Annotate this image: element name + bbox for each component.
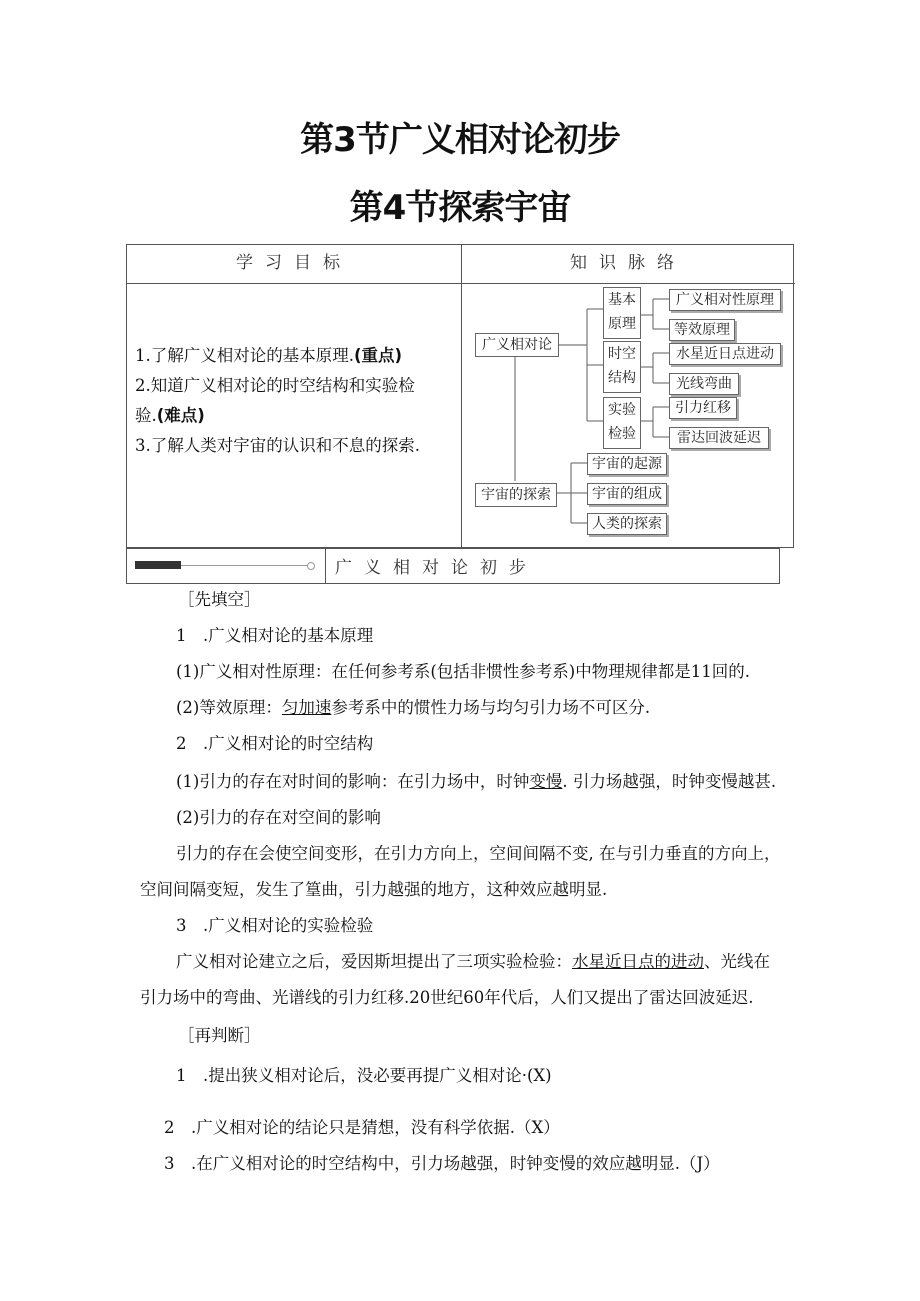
goal-item: 2.知道广义相对论的时空结构和实验检	[135, 376, 415, 395]
learning-goals-header: 学习目标	[236, 253, 352, 273]
fill-blank-label: ［先填空］	[178, 590, 261, 609]
knowledge-map-header: 知识脉络	[570, 253, 686, 273]
map-leaf-relativity-principle: 广义相对性原理	[669, 289, 781, 311]
section-tag-line	[181, 565, 311, 566]
heading-experiment: 3 .广义相对论的实验检验	[176, 916, 374, 935]
section-bar-divider	[325, 549, 326, 583]
map-leaf-universe-composition: 宇宙的组成	[587, 483, 667, 505]
paragraph: (2)等效原理：匀加速参考系中的惯性力场与均匀引力场不可区分.	[176, 698, 651, 717]
judge-item: 3 .在广义相对论的时空结构中，引力场越强，时钟变慢的效应越明显.（J）	[164, 1154, 720, 1173]
paragraph: 引力的存在会使空间变形，在引力方向上，空间间隔不变, 在与引力垂直的方向上，	[176, 844, 781, 863]
answer-blank: 变慢	[529, 772, 563, 791]
page-title: 第3节广义相对论初步	[300, 120, 620, 160]
goal-item: 验.(难点)	[135, 406, 205, 425]
goal-item: 3.了解人类对宇宙的认识和不息的探索.	[135, 436, 420, 455]
map-leaf-universe-origin: 宇宙的起源	[587, 453, 667, 475]
section-tag-dot-icon	[307, 562, 315, 570]
map-node-experiment-test: 实验 检验	[603, 397, 641, 449]
map-leaf-mercury-precession: 水星近日点进动	[669, 343, 781, 365]
section-bar	[126, 548, 780, 584]
judge-item: 2 .广义相对论的结论只是猜想，没有科学依据.（X）	[164, 1118, 560, 1137]
map-node-basic-principle: 基本 原理	[603, 287, 641, 339]
map-leaf-light-bending: 光线弯曲	[669, 373, 739, 395]
map-leaf-human-exploration: 人类的探索	[587, 513, 667, 535]
paragraph: 广义相对论建立之后，爱因斯坦提出了三项实验检验：水星近日点的进动、光线在	[176, 952, 770, 971]
answer-blank: 水星近日点的进动	[572, 952, 704, 971]
paragraph: (1)广义相对性原理：在任何参考系(包括非惯性参考系)中物理规律都是11回的.	[176, 662, 750, 681]
goal-item: 1.了解广义相对论的基本原理.(重点)	[135, 346, 403, 365]
paragraph: (1)引力的存在对时间的影响：在引力场中，时钟变慢. 引力场越强，时钟变慢越甚.	[176, 772, 777, 791]
heading-basic-principle: 1 .广义相对论的基本原理	[176, 626, 374, 645]
judge-label: ［再判断］	[178, 1026, 261, 1045]
judge-item: 1 .提出狭义相对论后，没必要再提广义相对论·(X)	[176, 1066, 552, 1085]
map-node-root-relativity: 广义相对论	[475, 333, 559, 357]
paragraph: 空间间隔变短，发生了篁曲，引力越强的地方，这种效应越明显.	[140, 880, 608, 899]
map-leaf-radar-echo-delay: 雷达回波延迟	[669, 427, 769, 449]
section-title: 广义相对论初步	[335, 558, 538, 578]
map-leaf-gravitational-redshift: 引力红移	[669, 397, 737, 419]
map-node-root-universe: 宇宙的探索	[475, 483, 557, 507]
heading-spacetime: 2 .广义相对论的时空结构	[176, 734, 374, 753]
map-node-spacetime-structure: 时空 结构	[603, 341, 641, 393]
paragraph: (2)引力的存在对空间的影响	[176, 808, 381, 827]
section-tag-icon	[135, 561, 181, 569]
answer-blank: 匀加速	[281, 698, 332, 717]
paragraph: 引力场中的弯曲、光谱线的引力红移.20世纪60年代后，人们又提出了雷达回波延迟.	[140, 988, 754, 1007]
objectives-table	[126, 244, 794, 548]
page-subtitle: 第4节探索宇宙	[349, 188, 571, 228]
map-leaf-equivalence-principle: 等效原理	[669, 319, 735, 341]
